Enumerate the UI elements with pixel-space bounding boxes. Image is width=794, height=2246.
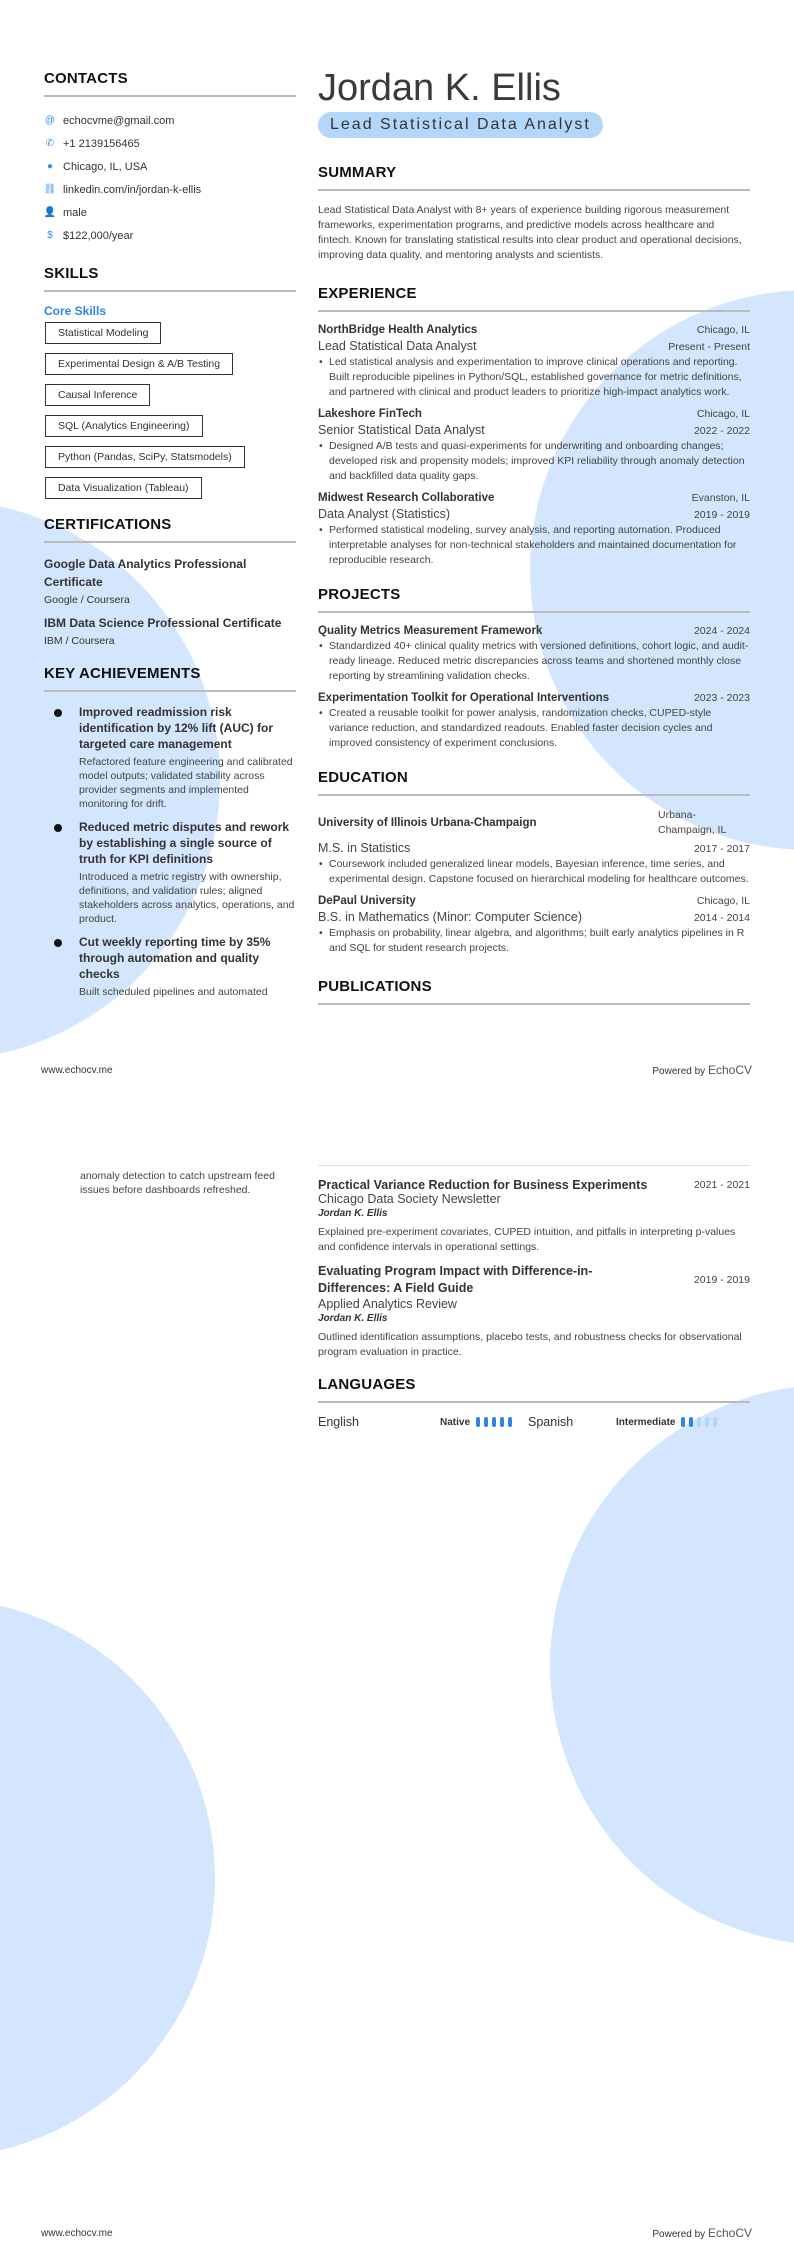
location-icon: ●: [46, 161, 54, 172]
achievement-body: [79, 704, 296, 815]
contact-item: [44, 109, 296, 132]
achievement-desc: Built scheduled pipelines and automated: [79, 986, 268, 998]
proficiency-dot: [484, 1417, 488, 1427]
experience-entry: [318, 408, 750, 484]
section-title-languages: LANGUAGES: [318, 1376, 750, 1403]
proficiency-dot: [689, 1417, 693, 1427]
experience-role-row: [318, 504, 750, 521]
section-title-skills: SKILLS: [44, 265, 296, 292]
publication-desc: Outlined identification assumptions, placebo tests, and robustness checks for observational program evaluation in practice.: [318, 1331, 742, 1358]
achievement-title: Reduced metric disputes and rework by establishing a single source of truth for KPI definitions: [79, 820, 290, 866]
certification-list: [44, 555, 296, 647]
publication-author: Jordan K. Ellis: [318, 1208, 388, 1219]
contact-text: +1 2139156465: [63, 137, 140, 150]
publication-header: [318, 1263, 750, 1297]
experience-header: [318, 324, 750, 336]
footer-powered: [652, 1063, 752, 1077]
project-title: Quality Metrics Measurement Framework: [318, 625, 543, 637]
location: Chicago, IL: [696, 324, 750, 336]
dates: Present - Present: [668, 341, 750, 353]
education-bullet: • Emphasis on probability, linear algebra, and algorithms; built early analytics pipelines in R and SQL for student research projects.: [318, 926, 750, 956]
education-degree-row: [318, 907, 750, 924]
section-title-certifications: CERTIFICATIONS: [44, 516, 296, 543]
language-name: English: [318, 1415, 359, 1429]
experience-list: [318, 324, 750, 568]
section-title-experience: EXPERIENCE: [318, 285, 750, 312]
company-name: NorthBridge Health Analytics: [318, 324, 478, 336]
skill-tag: SQL (Analytics Engineering): [45, 415, 203, 437]
publication-header: [318, 1178, 750, 1192]
achievement-list: [44, 704, 296, 1003]
certification-title: Google Data Analytics Professional Certificate: [44, 557, 247, 589]
achievement-desc-continued: anomaly detection to catch upstream feed issues before dashboards refreshed.: [80, 1170, 275, 1196]
language-list: [318, 1415, 750, 1429]
experience-header: [318, 492, 750, 504]
footer-site: www.echocv.me: [41, 2228, 113, 2239]
education-header: [318, 808, 750, 838]
experience-header: [318, 408, 750, 420]
contact-text: Chicago, IL, USA: [63, 160, 148, 173]
contact-list: [44, 109, 296, 247]
section-title-projects: PROJECTS: [318, 586, 750, 613]
publication-author: Jordan K. Ellis: [318, 1313, 388, 1324]
right-column-continued: [318, 1165, 750, 1429]
certification-issuer: Google / Coursera: [44, 594, 130, 606]
publication-venue: Applied Analytics Review: [318, 1297, 457, 1311]
contact-item: [44, 224, 296, 247]
link-icon: ⛓: [43, 184, 57, 195]
contact-item: [44, 155, 296, 178]
experience-bullet: • Led statistical analysis and experimentation to improve clinical operations and reporting. Built reproducible pipelines in Python/SQL, established governance for metric definitions, and partnered with clinical and product leaders to prioritize high-impact analytics work.: [318, 355, 750, 400]
location: Chicago, IL: [696, 895, 750, 907]
section-title-contacts: CONTACTS: [44, 70, 296, 97]
proficiency-dot: [492, 1417, 496, 1427]
salary-icon: $: [47, 230, 53, 241]
section-title-publications: PUBLICATIONS: [318, 978, 750, 1005]
footer-site: www.echocv.me: [41, 1065, 113, 1076]
proficiency-dot: [705, 1417, 709, 1427]
contact-text: male: [63, 206, 87, 219]
company-name: Midwest Research Collaborative: [318, 492, 495, 504]
left-column: [44, 70, 296, 1007]
bullet-icon: [54, 824, 62, 832]
dates: 2017 - 2017: [693, 843, 750, 855]
powered-by-label: Powered by: [652, 1066, 706, 1077]
achievement-title: Improved readmission risk identification by 12% lift (AUC) for targeted care management: [79, 705, 274, 751]
education-entry: [318, 895, 750, 956]
publication-list: [318, 1178, 750, 1360]
powered-by-label: Powered by: [652, 2229, 706, 2240]
project-bullet: • Created a reusable toolkit for power analysis, randomization checks, CUPED-style variance reduction, and standardized readouts. Enabled faster decision cycles and improved consistency of experiment conclusions.: [318, 706, 750, 751]
skill-tag: Statistical Modeling: [45, 322, 161, 344]
proficiency-dot: [713, 1417, 717, 1427]
at-icon: @: [44, 115, 56, 126]
proficiency-dot: [500, 1417, 504, 1427]
skill-tag: Data Visualization (Tableau): [45, 477, 202, 499]
project-title: Experimentation Toolkit for Operational Interventions: [318, 692, 610, 704]
education-entry: [318, 808, 750, 887]
bullet-icon: [54, 939, 62, 947]
degree: M.S. in Statistics: [318, 841, 411, 855]
skill-list: [44, 322, 296, 508]
project-entry: [318, 625, 750, 684]
school-name: University of Illinois Urbana-Champaign: [318, 817, 537, 829]
headline-badge: Lead Statistical Data Analyst: [318, 112, 603, 138]
contact-item: [44, 132, 296, 155]
decorative-circle: [0, 1598, 215, 2158]
proficiency-dot: [697, 1417, 701, 1427]
job-title: Lead Statistical Data Analyst: [318, 339, 477, 353]
decorative-circle: [550, 1385, 794, 1945]
person-icon: 👤: [43, 207, 57, 218]
language-proficiency-bars: [681, 1417, 721, 1427]
right-column: [318, 52, 750, 1017]
skill-group-title: Core Skills: [44, 304, 107, 318]
experience-bullet: • Designed A/B tests and quasi-experiments for underwriting and onboarding changes; developed risk and propensity models; improved KPI reliability through anomaly detection and backfilled data quality gaps.: [318, 439, 750, 484]
education-list: [318, 808, 750, 956]
contact-text: $122,000/year: [63, 229, 134, 242]
achievement-item: [44, 934, 296, 1003]
skill-tag: Experimental Design & A/B Testing: [45, 353, 233, 375]
publication-venue: Chicago Data Society Newsletter: [318, 1192, 501, 1206]
language-level: Native: [440, 1416, 471, 1428]
contact-text: linkedin.com/in/jordan-k-ellis: [63, 183, 202, 196]
candidate-name: Jordan K. Ellis: [318, 67, 561, 109]
achievement-body: [79, 934, 296, 1003]
publication-entry: [318, 1263, 750, 1360]
publication-title: Evaluating Program Impact with Difference-in-Differences: A Field Guide: [318, 1264, 593, 1295]
dates: 2019 - 2019: [693, 509, 750, 521]
contact-item: [44, 201, 296, 224]
experience-role-row: [318, 420, 750, 437]
education-header: [318, 895, 750, 907]
dates: 2024 - 2024: [693, 625, 750, 637]
bullet-icon: [54, 709, 62, 717]
achievement-item: [44, 819, 296, 930]
location: Urbana-Champaign, IL: [658, 809, 727, 836]
project-entry: [318, 692, 750, 751]
dates: 2023 - 2023: [693, 692, 750, 704]
experience-entry: [318, 492, 750, 568]
dates: 2022 - 2022: [693, 425, 750, 437]
phone-icon: ✆: [45, 138, 55, 149]
section-title-education: EDUCATION: [318, 769, 750, 796]
degree: B.S. in Mathematics (Minor: Computer Science): [318, 910, 582, 924]
contact-text: echocvme@gmail.com: [63, 114, 175, 127]
company-name: Lakeshore FinTech: [318, 408, 422, 420]
footer-powered: [652, 2226, 752, 2240]
achievement-desc: Refactored feature engineering and calibrated model outputs; validated stability across provider segments and implemented monitoring for drift.: [79, 756, 293, 810]
dates: 2014 - 2014: [693, 912, 750, 924]
certification-title: IBM Data Science Professional Certificate: [44, 616, 282, 630]
contact-item: [44, 178, 296, 201]
school-name: DePaul University: [318, 895, 416, 907]
project-list: [318, 625, 750, 751]
skill-tag: Python (Pandas, SciPy, Statsmodels): [45, 446, 245, 468]
achievement-desc: Introduced a metric registry with ownership, definitions, and validation rules; aligned stakeholders across analytics, operations, and product.: [79, 871, 295, 925]
dates: 2019 - 2019: [693, 1274, 750, 1286]
experience-role-row: [318, 336, 750, 353]
job-title: Data Analyst (Statistics): [318, 507, 450, 521]
project-header: [318, 625, 750, 637]
achievement-title: Cut weekly reporting time by 35% through automation and quality checks: [79, 935, 271, 981]
skill-tag: Causal Inference: [45, 384, 150, 406]
left-column-continued: [44, 1166, 296, 1201]
achievement-item: [44, 704, 296, 815]
project-header: [318, 692, 750, 704]
section-title-summary: SUMMARY: [318, 164, 750, 191]
experience-entry: [318, 324, 750, 400]
project-bullet: • Standardized 40+ clinical quality metrics with versioned definitions, cohort logic, and audit-ready lineage. Reduced metric discrepancies across teams and shortened monthly close reporting by streamlining validation checks.: [318, 639, 750, 684]
experience-bullet: • Performed statistical modeling, survey analysis, and reporting automation. Produced interpretable analyses for non-technical stakeholders and maintained documentation for reproducible research.: [318, 523, 750, 568]
publication-title: Practical Variance Reduction for Business Experiments: [318, 1178, 648, 1192]
certification-issuer: IBM / Coursera: [44, 635, 115, 647]
language-proficiency-bars: [476, 1417, 516, 1427]
location: Chicago, IL: [696, 408, 750, 420]
brand-logo: EchoCV: [707, 1063, 752, 1077]
proficiency-dot: [508, 1417, 512, 1427]
proficiency-dot: [681, 1417, 685, 1427]
resume-page-2: [0, 1123, 794, 2246]
publication-entry: [318, 1178, 750, 1255]
achievement-body: [79, 819, 296, 930]
dates: 2021 - 2021: [693, 1179, 750, 1191]
location: Evanston, IL: [691, 492, 750, 504]
publication-desc: Explained pre-experiment covariates, CUPED intuition, and pitfalls in interpreting p-values and confidence intervals in operational settings.: [318, 1226, 736, 1253]
language-name: Spanish: [528, 1415, 574, 1429]
section-title-achievements: KEY ACHIEVEMENTS: [44, 665, 296, 692]
brand-logo: EchoCV: [707, 2226, 752, 2240]
education-degree-row: [318, 838, 750, 855]
education-bullet: • Coursework included generalized linear models, Bayesian inference, time series, and experimental design. Capstone focused on hierarchical modeling for healthcare outcomes.: [318, 857, 750, 887]
proficiency-dot: [476, 1417, 480, 1427]
job-title: Senior Statistical Data Analyst: [318, 423, 485, 437]
summary-text: Lead Statistical Data Analyst with 8+ years of experience building rigorous measurement frameworks, experimentation programs, and predictive models across healthcare and fintech. Known for translating statistical results into clear product and operational decisions, improving data quality, and mentoring analysts and scientists.: [318, 204, 742, 261]
language-level: Intermediate: [616, 1416, 676, 1428]
